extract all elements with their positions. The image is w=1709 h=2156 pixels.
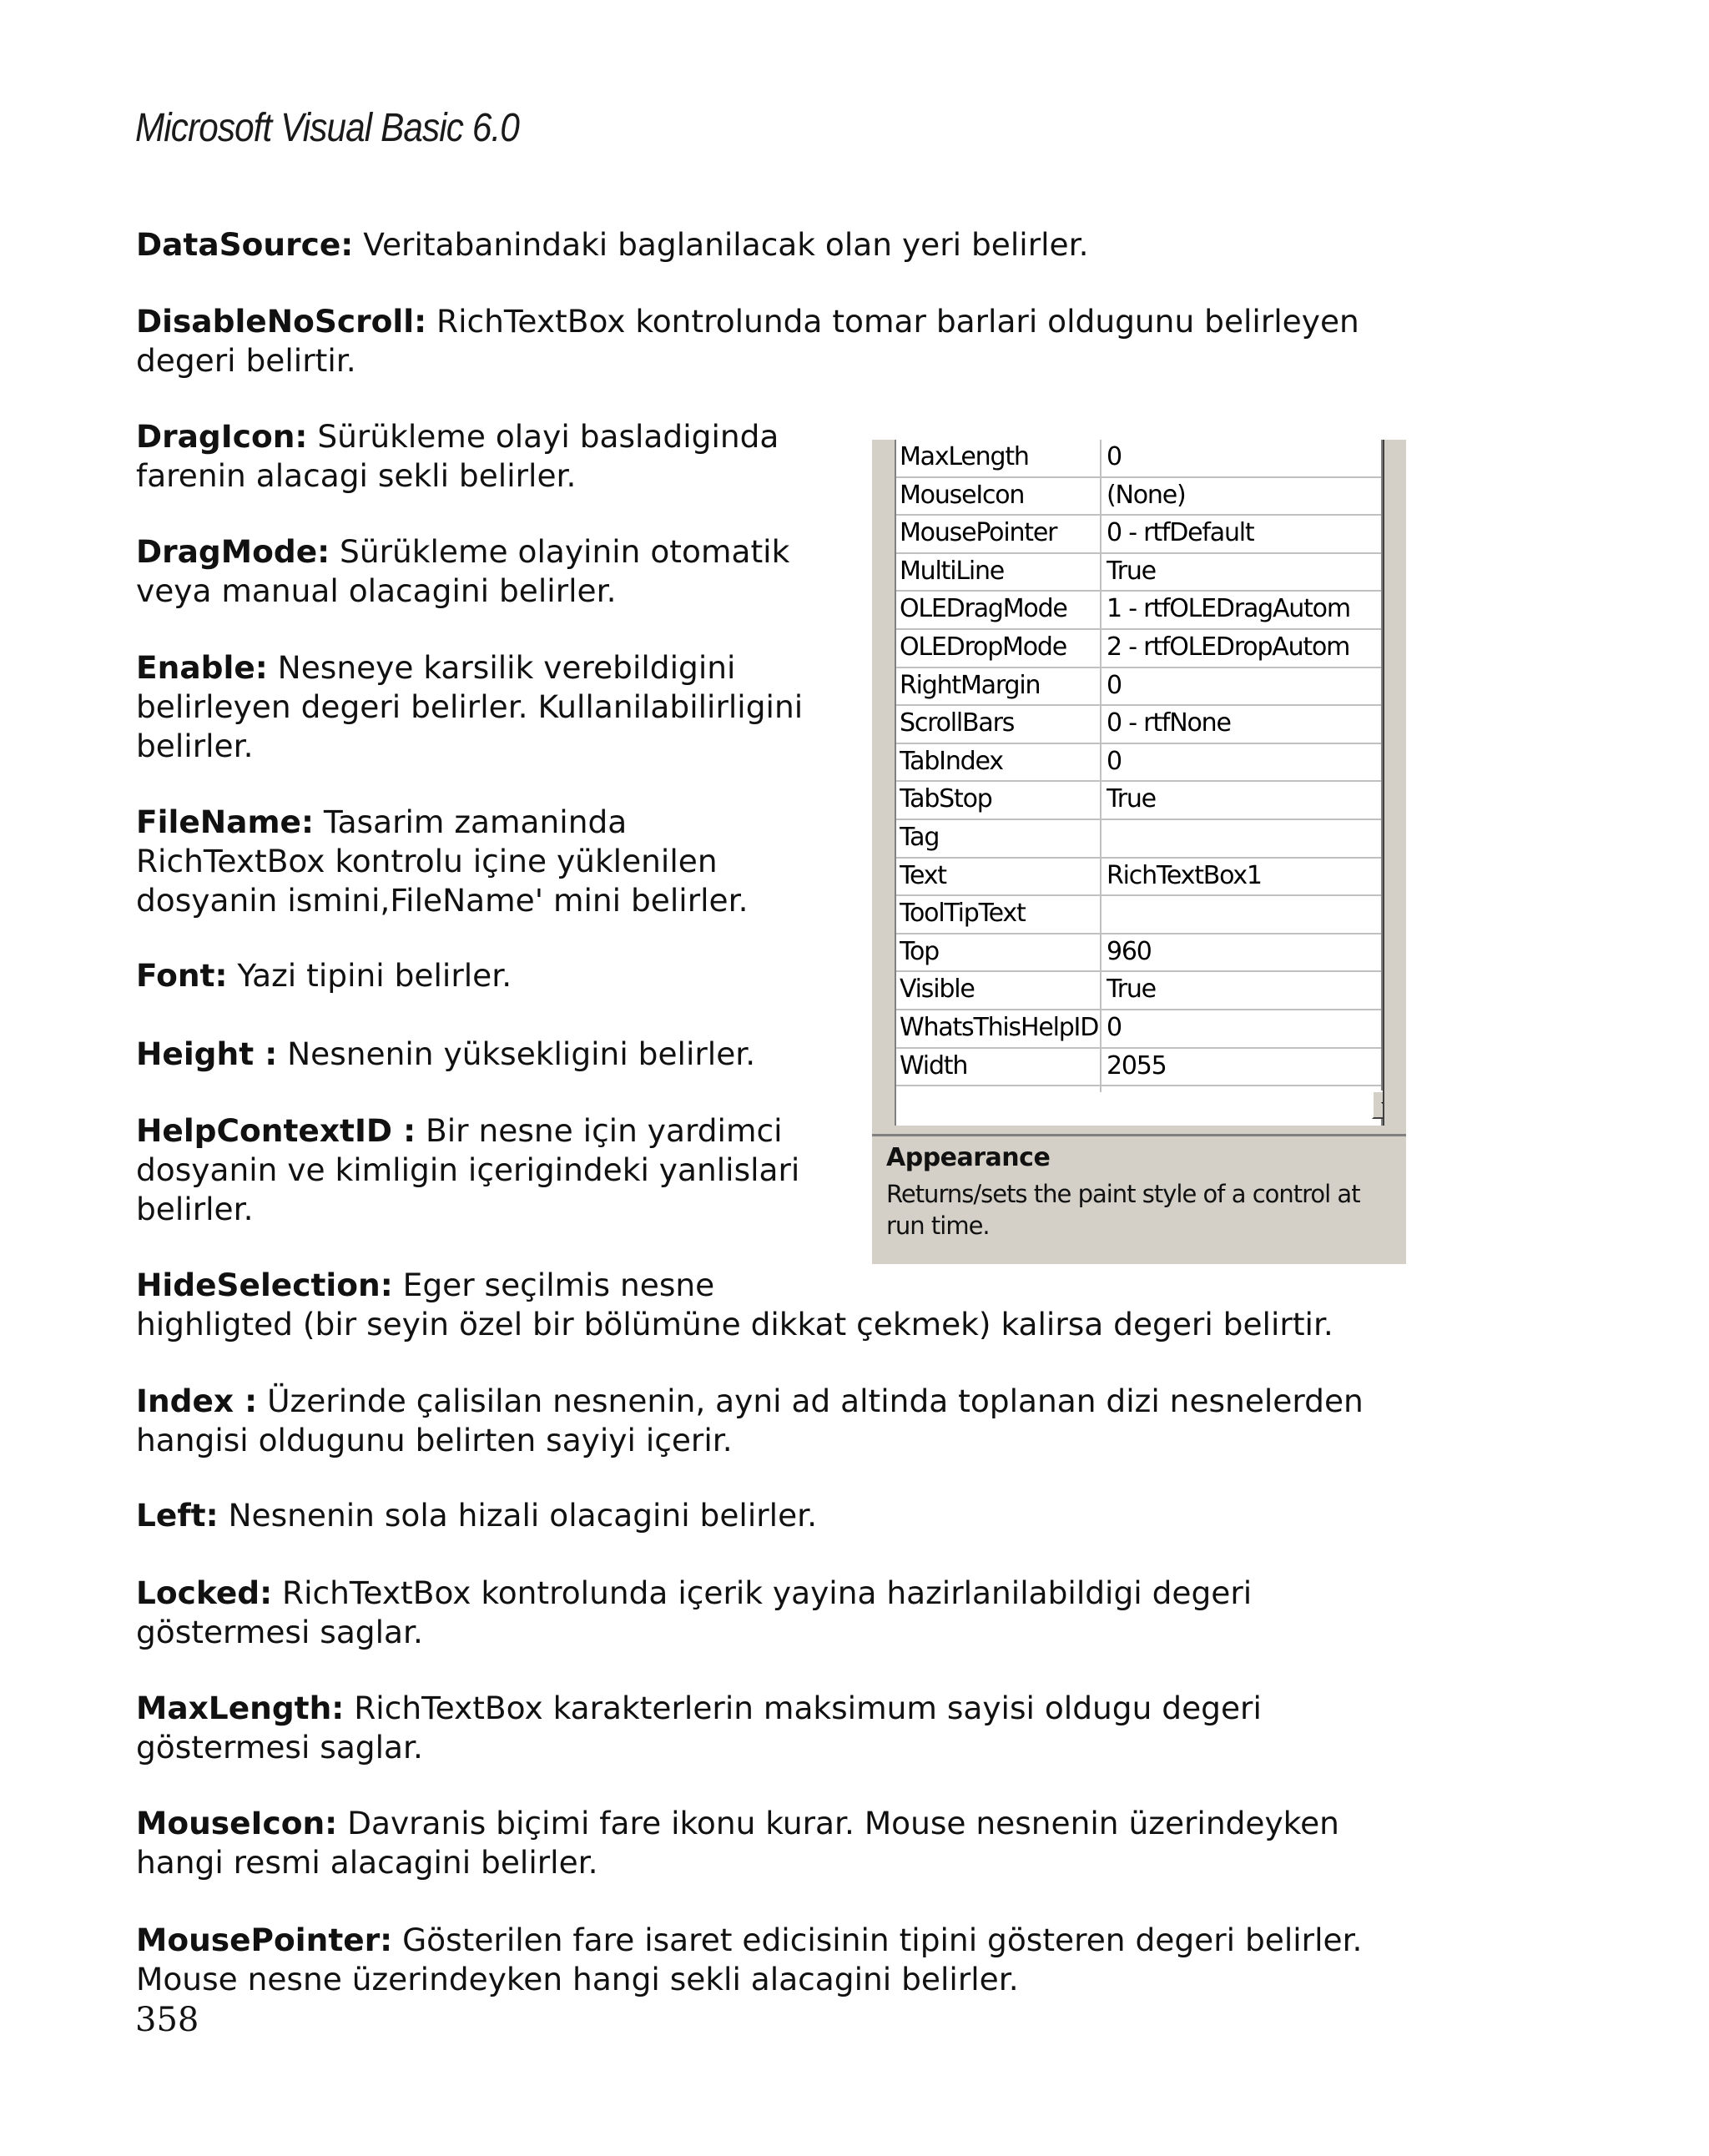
entry-index bbox=[136, 1382, 1364, 1460]
entry-line: göstermesi saglar. bbox=[136, 1729, 423, 1766]
entry-term: Height : bbox=[136, 1035, 278, 1072]
property-name: ToolTipText bbox=[900, 899, 1026, 929]
entry-line: Gösterilen fare isaret edicisinin tipini gösteren degeri belirler. bbox=[392, 1922, 1363, 1958]
entry-line: degeri belirtir. bbox=[136, 342, 356, 379]
page-header: Microsoft Visual Basic 6.0 bbox=[135, 106, 519, 150]
entry-line: Eger seçilmis nesne bbox=[392, 1267, 715, 1303]
entry-line: belirler. bbox=[136, 1191, 254, 1227]
property-value[interactable]: 0 - rtfNone bbox=[1107, 708, 1231, 738]
entry-line: Sürükleme olayi basladiginda bbox=[307, 418, 779, 455]
entry-dragicon bbox=[136, 417, 779, 496]
entry-term: Left: bbox=[136, 1497, 219, 1534]
property-name: MousePointer bbox=[900, 518, 1057, 548]
entry-line: Üzerinde çalisilan nesnenin, ayni ad altinda toplanan dizi nesnelerden bbox=[257, 1383, 1364, 1419]
entry-line: Nesnenin sola hizali olacagini belirler. bbox=[218, 1497, 818, 1534]
entry-hideselection bbox=[136, 1266, 1333, 1344]
entry-term: DragMode: bbox=[136, 533, 330, 570]
description-text: Returns/sets the paint style of a control at run time. bbox=[886, 1180, 1360, 1240]
entry-term: MousePointer: bbox=[136, 1922, 393, 1958]
property-row[interactable] bbox=[896, 934, 1381, 973]
property-row[interactable] bbox=[896, 1049, 1381, 1087]
entry-term: HelpContextID : bbox=[136, 1112, 416, 1149]
property-row[interactable] bbox=[896, 668, 1381, 707]
property-grid bbox=[895, 440, 1383, 1126]
property-name: TabStop bbox=[900, 784, 992, 814]
property-row[interactable] bbox=[896, 859, 1381, 897]
entry-datasource bbox=[136, 225, 1089, 264]
property-row[interactable] bbox=[896, 554, 1381, 592]
property-name: OLEDragMode bbox=[900, 594, 1067, 624]
property-value[interactable]: 0 - rtfDefault bbox=[1107, 518, 1254, 548]
property-row[interactable] bbox=[896, 516, 1381, 554]
properties-window-screenshot bbox=[872, 440, 1406, 1264]
property-row[interactable] bbox=[896, 706, 1381, 744]
page-number: 358 bbox=[135, 2001, 199, 2039]
property-name: Top bbox=[900, 936, 940, 966]
entry-line: farenin alacagi sekli belirler. bbox=[136, 457, 577, 494]
entry-term: MouseIcon: bbox=[136, 1805, 338, 1841]
entry-term: DragIcon: bbox=[136, 418, 308, 455]
property-name: Text bbox=[900, 860, 946, 890]
property-row[interactable] bbox=[896, 782, 1381, 820]
property-row[interactable] bbox=[896, 592, 1381, 630]
description-pane bbox=[872, 1134, 1406, 1264]
property-name: OLEDropMode bbox=[900, 632, 1066, 662]
property-value[interactable]: 1 - rtfOLEDragAutom bbox=[1107, 594, 1350, 624]
property-value[interactable]: 0 bbox=[1107, 1013, 1122, 1042]
entry-term: Font: bbox=[136, 957, 228, 994]
entry-term: Index : bbox=[136, 1383, 258, 1419]
entry-line: RichTextBox kontrolunda tomar barlari oldugunu belirleyen bbox=[426, 303, 1359, 340]
property-name: WhatsThisHelpID bbox=[900, 1013, 1099, 1042]
entry-term: Enable: bbox=[136, 649, 268, 686]
entry-term: DisableNoScroll: bbox=[136, 303, 427, 340]
entry-font bbox=[136, 956, 512, 995]
entry-line: veya manual olacagini belirler. bbox=[136, 572, 617, 609]
entry-line: Mouse nesne üzerindeyken hangi sekli alacagini belirler. bbox=[136, 1961, 1019, 1997]
entry-line: RichTextBox karakterlerin maksimum sayisi oldugu degeri bbox=[344, 1690, 1262, 1726]
entry-term: Locked: bbox=[136, 1574, 273, 1611]
property-row[interactable] bbox=[896, 440, 1381, 478]
entry-line: göstermesi saglar. bbox=[136, 1614, 423, 1650]
property-name: TabIndex bbox=[900, 746, 1003, 776]
entry-line: RichTextBox kontrolunda içerik yayina hazirlanilabildigi degeri bbox=[272, 1574, 1253, 1611]
property-name: RightMargin bbox=[900, 670, 1041, 700]
property-row[interactable] bbox=[896, 478, 1381, 516]
property-value[interactable]: 2 - rtfOLEDropAutom bbox=[1107, 632, 1350, 662]
entry-dragmode bbox=[136, 532, 789, 611]
window-edge bbox=[1383, 440, 1406, 1126]
property-row[interactable] bbox=[896, 1010, 1381, 1049]
property-name: MouseIcon bbox=[900, 480, 1025, 510]
entry-term: FileName: bbox=[136, 803, 314, 840]
entry-filename bbox=[136, 803, 749, 920]
entry-line: hangisi oldugunu belirten sayiyi içerir. bbox=[136, 1422, 733, 1458]
entry-line: RichTextBox kontrolu içine yüklenilen bbox=[136, 843, 718, 879]
entry-helpcontextid bbox=[136, 1111, 799, 1229]
property-row[interactable] bbox=[896, 820, 1381, 859]
property-value[interactable]: (None) bbox=[1107, 480, 1186, 510]
entry-line: Nesneye karsilik verebildigini bbox=[267, 649, 736, 686]
property-row[interactable] bbox=[896, 972, 1381, 1010]
entry-term: MaxLength: bbox=[136, 1690, 345, 1726]
entry-line: belirleyen degeri belirler. Kullanilabilirligini bbox=[136, 688, 804, 725]
entry-line: Veritabanindaki baglanilacak olan yeri belirler. bbox=[353, 226, 1089, 263]
property-name: MaxLength bbox=[900, 442, 1029, 471]
entry-term: DataSource: bbox=[136, 226, 354, 263]
entry-disablenoscroll bbox=[136, 302, 1359, 380]
entry-line: Yazi tipini belirler. bbox=[227, 957, 512, 994]
property-value[interactable]: True bbox=[1107, 975, 1156, 1005]
property-row[interactable] bbox=[896, 630, 1381, 668]
entry-line: belirler. bbox=[136, 728, 254, 764]
entry-term: HideSelection: bbox=[136, 1267, 393, 1303]
property-name: Tag bbox=[900, 823, 940, 852]
entry-line: hangi resmi alacagini belirler. bbox=[136, 1844, 598, 1881]
property-row[interactable] bbox=[896, 896, 1381, 934]
entry-line: Sürükleme olayinin otomatik bbox=[330, 533, 790, 570]
entry-line: dosyanin ve kimligin içerigindeki yanlislari bbox=[136, 1151, 800, 1188]
property-name: ScrollBars bbox=[900, 708, 1015, 738]
entry-line: Nesnenin yüksekligini belirler. bbox=[277, 1035, 756, 1072]
property-value[interactable]: True bbox=[1107, 784, 1156, 814]
entry-line: Davranis biçimi fare ikonu kurar. Mouse nesnenin üzerindeyken bbox=[337, 1805, 1339, 1841]
entry-enable bbox=[136, 648, 803, 766]
property-name: Visible bbox=[900, 975, 975, 1005]
property-value[interactable]: 960 bbox=[1107, 936, 1152, 966]
entry-line: Tasarim zamaninda bbox=[313, 803, 628, 840]
entry-mousepointer bbox=[136, 1921, 1362, 1999]
property-value[interactable]: 0 bbox=[1107, 442, 1122, 471]
property-value[interactable]: 0 bbox=[1107, 746, 1122, 776]
entry-line: dosyanin ismini,FileName' mini belirler. bbox=[136, 882, 749, 919]
entry-line: Bir nesne için yardimci bbox=[416, 1112, 783, 1149]
description-title: Appearance bbox=[886, 1143, 1051, 1172]
entry-locked bbox=[136, 1574, 1252, 1652]
entry-maxlength bbox=[136, 1689, 1262, 1767]
property-value[interactable]: 0 bbox=[1107, 670, 1122, 700]
entry-mouseicon bbox=[136, 1804, 1339, 1882]
entry-line: highligted (bir seyin özel bir bölümüne dikkat çekmek) kalirsa degeri belirtir. bbox=[136, 1306, 1333, 1342]
property-row[interactable] bbox=[896, 744, 1381, 783]
property-name: MultiLine bbox=[900, 556, 1005, 586]
property-value[interactable]: True bbox=[1107, 556, 1156, 586]
property-name: Width bbox=[900, 1050, 968, 1081]
entry-height bbox=[136, 1035, 755, 1074]
entry-left bbox=[136, 1496, 817, 1535]
property-value[interactable]: RichTextBox1 bbox=[1107, 860, 1262, 890]
property-value[interactable]: 2055 bbox=[1107, 1050, 1167, 1081]
